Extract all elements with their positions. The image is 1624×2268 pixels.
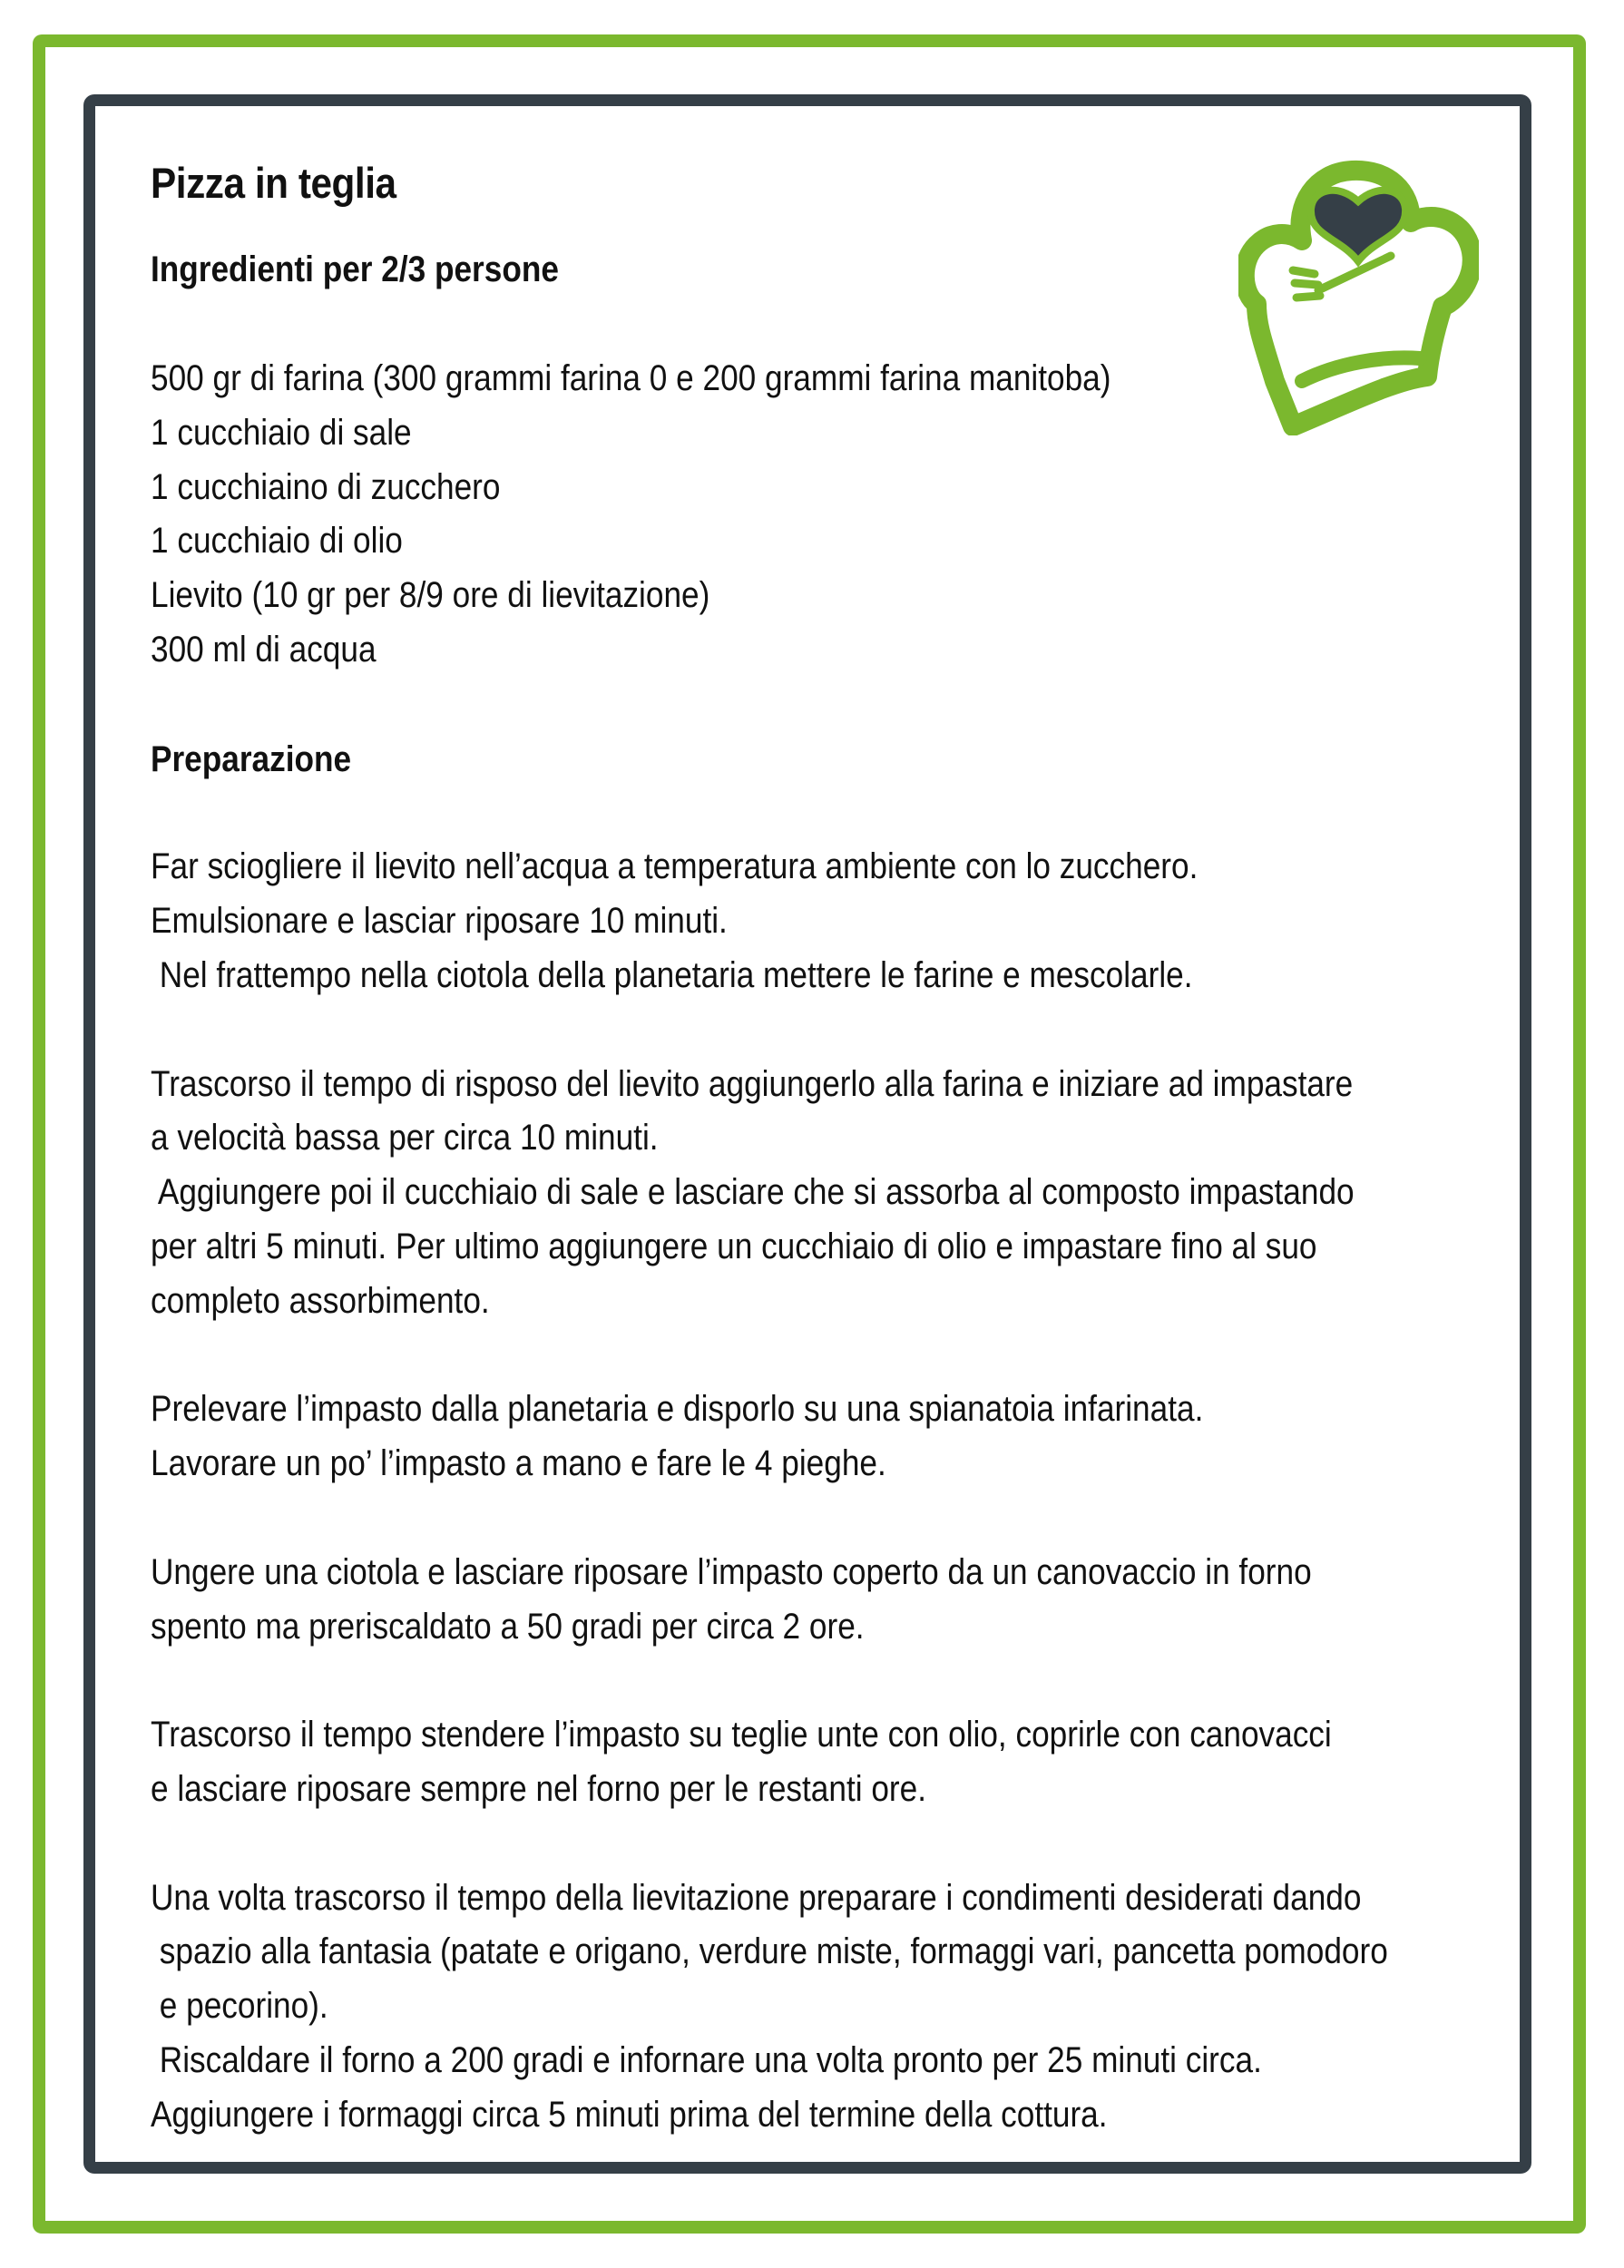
preparation-line: Trascorso il tempo di risposo del lievito aggiungerlo alla farina e iniziare ad impastare: [151, 1063, 1354, 1104]
preparation-heading: Preparazione: [151, 738, 352, 779]
preparation-line: Una volta trascorso il tempo della lievitazione preparare i condimenti desiderati dando: [151, 1877, 1362, 1918]
preparation-line: a velocità bassa per circa 10 minuti.: [151, 1118, 659, 1158]
preparation-paragraph: [151, 1708, 1511, 1817]
recipe-content: [151, 154, 1511, 2143]
ingredients-heading: Ingredienti per 2/3 persone: [151, 249, 559, 289]
recipe-title: Pizza in teglia: [151, 159, 396, 207]
preparation-line: per altri 5 minuti. Per ultimo aggiungere un cucchiaio di olio e impastare fino al suo: [151, 1226, 1317, 1266]
preparation-paragraph: [151, 1383, 1511, 1491]
preparation-line: Riscaldare il forno a 200 gradi e infornare una volta pronto per 25 minuti circa.: [151, 2039, 1262, 2080]
preparation-paragraph: [151, 1058, 1511, 1329]
preparation-line: spento ma preriscaldato a 50 gradi per circa 2 ore.: [151, 1606, 865, 1647]
preparation-line: Far sciogliere il lievito nell’acqua a temperatura ambiente con lo zucchero.: [151, 846, 1198, 887]
preparation-line: Emulsionare e lasciar riposare 10 minuti.: [151, 901, 728, 942]
ingredient-item: 500 gr di farina (300 grammi farina 0 e 200 grammi farina manitoba): [151, 358, 1111, 398]
preparation-line: Trascorso il tempo stendere l’impasto su teglie unte con olio, coprirle con canovacci: [151, 1715, 1332, 1755]
ingredient-item: Lievito (10 gr per 8/9 ore di lievitazione): [151, 575, 710, 616]
preparation-paragraph: [151, 1872, 1511, 2143]
preparation-paragraph: [151, 840, 1511, 1002]
preparation-line: Prelevare l’impasto dalla planetaria e disporlo su una spianatoia infarinata.: [151, 1389, 1204, 1430]
ingredient-item: 1 cucchiaio di olio: [151, 521, 403, 562]
ingredients-list: [151, 352, 1511, 678]
preparation-line: Aggiungere i formaggi circa 5 minuti prima del termine della cottura.: [151, 2094, 1108, 2135]
preparation-steps: [151, 840, 1511, 2142]
preparation-line: completo assorbimento.: [151, 1280, 490, 1321]
preparation-line: Aggiungere poi il cucchiaio di sale e lasciare che si assorba al composto impastando: [151, 1172, 1355, 1213]
preparation-line: Ungere una ciotola e lasciare riposare l’impasto coperto da un canovaccio in forno: [151, 1551, 1312, 1592]
preparation-line: spazio alla fantasia (patate e origano, verdure miste, formaggi vari, pancetta pomodoro: [151, 1931, 1388, 1972]
preparation-line: Lavorare un po’ l’impasto a mano e fare le 4 pieghe.: [151, 1443, 886, 1484]
ingredient-item: 300 ml di acqua: [151, 629, 377, 670]
preparation-line: e lasciare riposare sempre nel forno per le restanti ore.: [151, 1768, 927, 1809]
ingredient-item: 1 cucchiaio di sale: [151, 412, 412, 453]
ingredient-item: 1 cucchiaino di zucchero: [151, 466, 501, 507]
preparation-paragraph: [151, 1546, 1511, 1655]
preparation-line: e pecorino).: [151, 1986, 328, 2027]
preparation-line: Nel frattempo nella ciotola della planetaria mettere le farine e mescolarle.: [151, 954, 1193, 995]
